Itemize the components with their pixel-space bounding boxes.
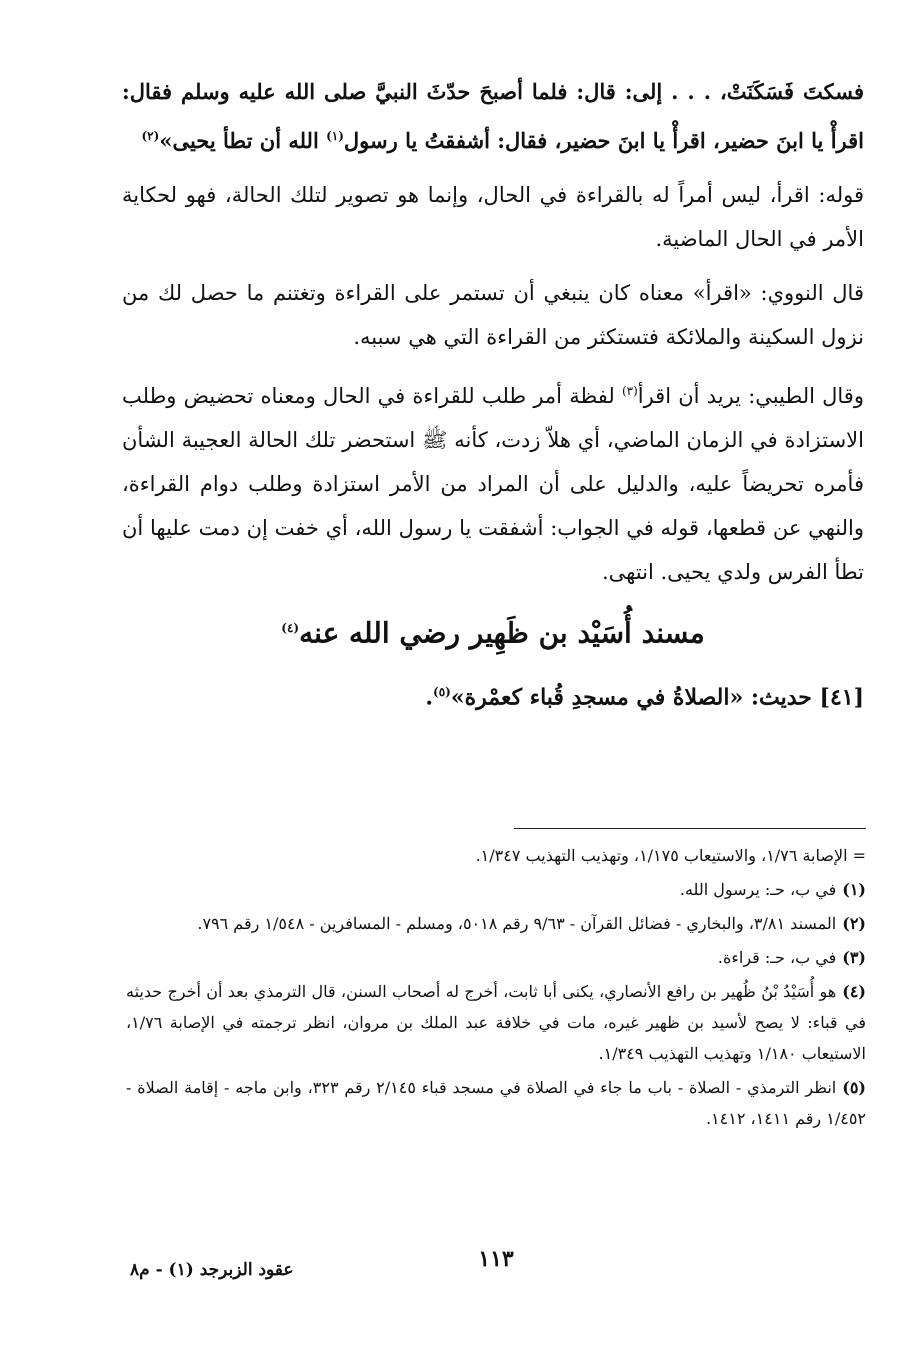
nawawi-paragraph: قال النووي: «اقرأ» معناه كان ينبغي أن تستمر على القراءة وتغتنم ما حصل لك من نزول السكينة والملائكة فتستكثر من القراءة التي هي سببه. bbox=[122, 281, 864, 349]
footnote-3 bbox=[126, 942, 866, 973]
footnote-text: المسند ٣/٨١، والبخاري - فضائل القرآن - ٩/٦٣ رقم ٥٠١٨، ومسلم - المسافرين - ١/٥٤٨ رقم ٧٩٦. bbox=[197, 914, 837, 933]
hadith-end: . bbox=[425, 684, 434, 711]
footnote-marker: (٢) bbox=[141, 129, 160, 143]
paragraph-text: لفظة أمر طلب للقراءة في الحال ومعناه تحضيض وطلب الاستزادة في الزمان الماضي، أي هلاّ زدت، كأنه ﷺ استحضر تلك الحالة العجيبة الشأن فأمره تحريضاً عليه، والدليل على أن المراد من الأمر استزادة وطلب دوام القراءة، والنهي عن قطعها، قوله في الجواب: أشفقت يا رسول الله، أي خفت إن دمت عليها أن تطأ الفرس ولدي يحيى. انتهى. bbox=[122, 384, 864, 584]
hadith-title bbox=[122, 671, 864, 718]
footnote-number: (٤) bbox=[842, 982, 866, 1001]
footnote-text: في ب، حـ: قراءة. bbox=[717, 948, 837, 967]
footnote-text: انظر الترمذي - الصلاة - باب ما جاء في الصلاة في مسجد قباء ٢/١٤٥ رقم ٣٢٣، وابن ماجه - إقامة الصلاة - ١/٤٥٢ رقم ١٤١١، ١٤١٢. bbox=[126, 1078, 866, 1128]
footnote-marker: (٥) bbox=[433, 685, 451, 700]
footnote-number: (١) bbox=[842, 880, 866, 899]
hadith-text: [٤١] حديث: «الصلاةُ في مسجدِ قُباء كعمْرة» bbox=[450, 684, 864, 711]
heading-text: مسند أُسَيْد بن ظَهِير رضي الله عنه bbox=[299, 616, 705, 650]
paragraph-text: وقال الطيبي: يريد أن اقرأ bbox=[637, 384, 864, 408]
footnote-number: (٢) bbox=[842, 914, 866, 933]
page-footer bbox=[126, 1246, 866, 1282]
paragraph-text: الله أن تطأ يحيى» bbox=[159, 128, 327, 153]
footnote-separator bbox=[514, 828, 866, 829]
footnote-2 bbox=[126, 908, 866, 939]
main-text bbox=[122, 70, 864, 725]
footnote-4 bbox=[126, 976, 866, 1069]
footnote-marker: (٤) bbox=[281, 621, 300, 635]
section-heading bbox=[122, 604, 864, 657]
footnote-marker: (١) bbox=[326, 129, 344, 143]
hadith-continuation-paragraph bbox=[122, 70, 864, 163]
page-number: ١١٣ bbox=[478, 1246, 514, 1272]
footnote-continuation: = الإصابة ١/٧٦، والاستيعاب ١/١٧٥، وتهذيب التهذيب ١/٣٤٧. bbox=[475, 846, 866, 865]
commentary-paragraph: قوله: اقرأ، ليس أمراً له بالقراءة في الحال، وإنما هو تصوير لتلك الحالة، فهو لحكاية الأمر في الحال الماضية. bbox=[122, 183, 864, 251]
footnote-marker: (٣) bbox=[621, 384, 638, 398]
footnote-text: هو أُسَيْدُ بْنُ ظُهير بن رافع الأنصاري، يكنى أبا ثابت، أخرج له أصحاب السنن، قال الترمذي بعد أن أخرج حديثه في قباء: لا يصح لأسيد بن ظهير غيره، مات في خلافة عبد الملك بن مروان، انظر ترجمته في الإصابة ١/٧٦، الاستيعاب ١/١٨٠ وتهذيب التهذيب ١/٣٤٩. bbox=[126, 982, 866, 1063]
book-signature: عقود الزبرجد (١) - م٨ bbox=[130, 1260, 294, 1280]
footnote-5 bbox=[126, 1072, 866, 1134]
footnote-number: (٣) bbox=[842, 948, 866, 967]
footnote-1 bbox=[126, 874, 866, 905]
footnote-text: في ب، حـ: يرسول الله. bbox=[679, 880, 837, 899]
tibi-paragraph bbox=[122, 369, 864, 594]
footnotes bbox=[126, 840, 866, 1137]
paragraph-text: فسكتَ فَسَكَنَتْ، . . . إلى: قال: فلما أصبحَ حدّثَ النبيَّ صلى الله عليه وسلم فقال: اقرأْ يا ابنَ حضير، اقرأْ يا ابنَ حضير، فقال: أشفقتُ يا رسول bbox=[122, 79, 864, 153]
footnote-number: (٥) bbox=[842, 1078, 866, 1097]
